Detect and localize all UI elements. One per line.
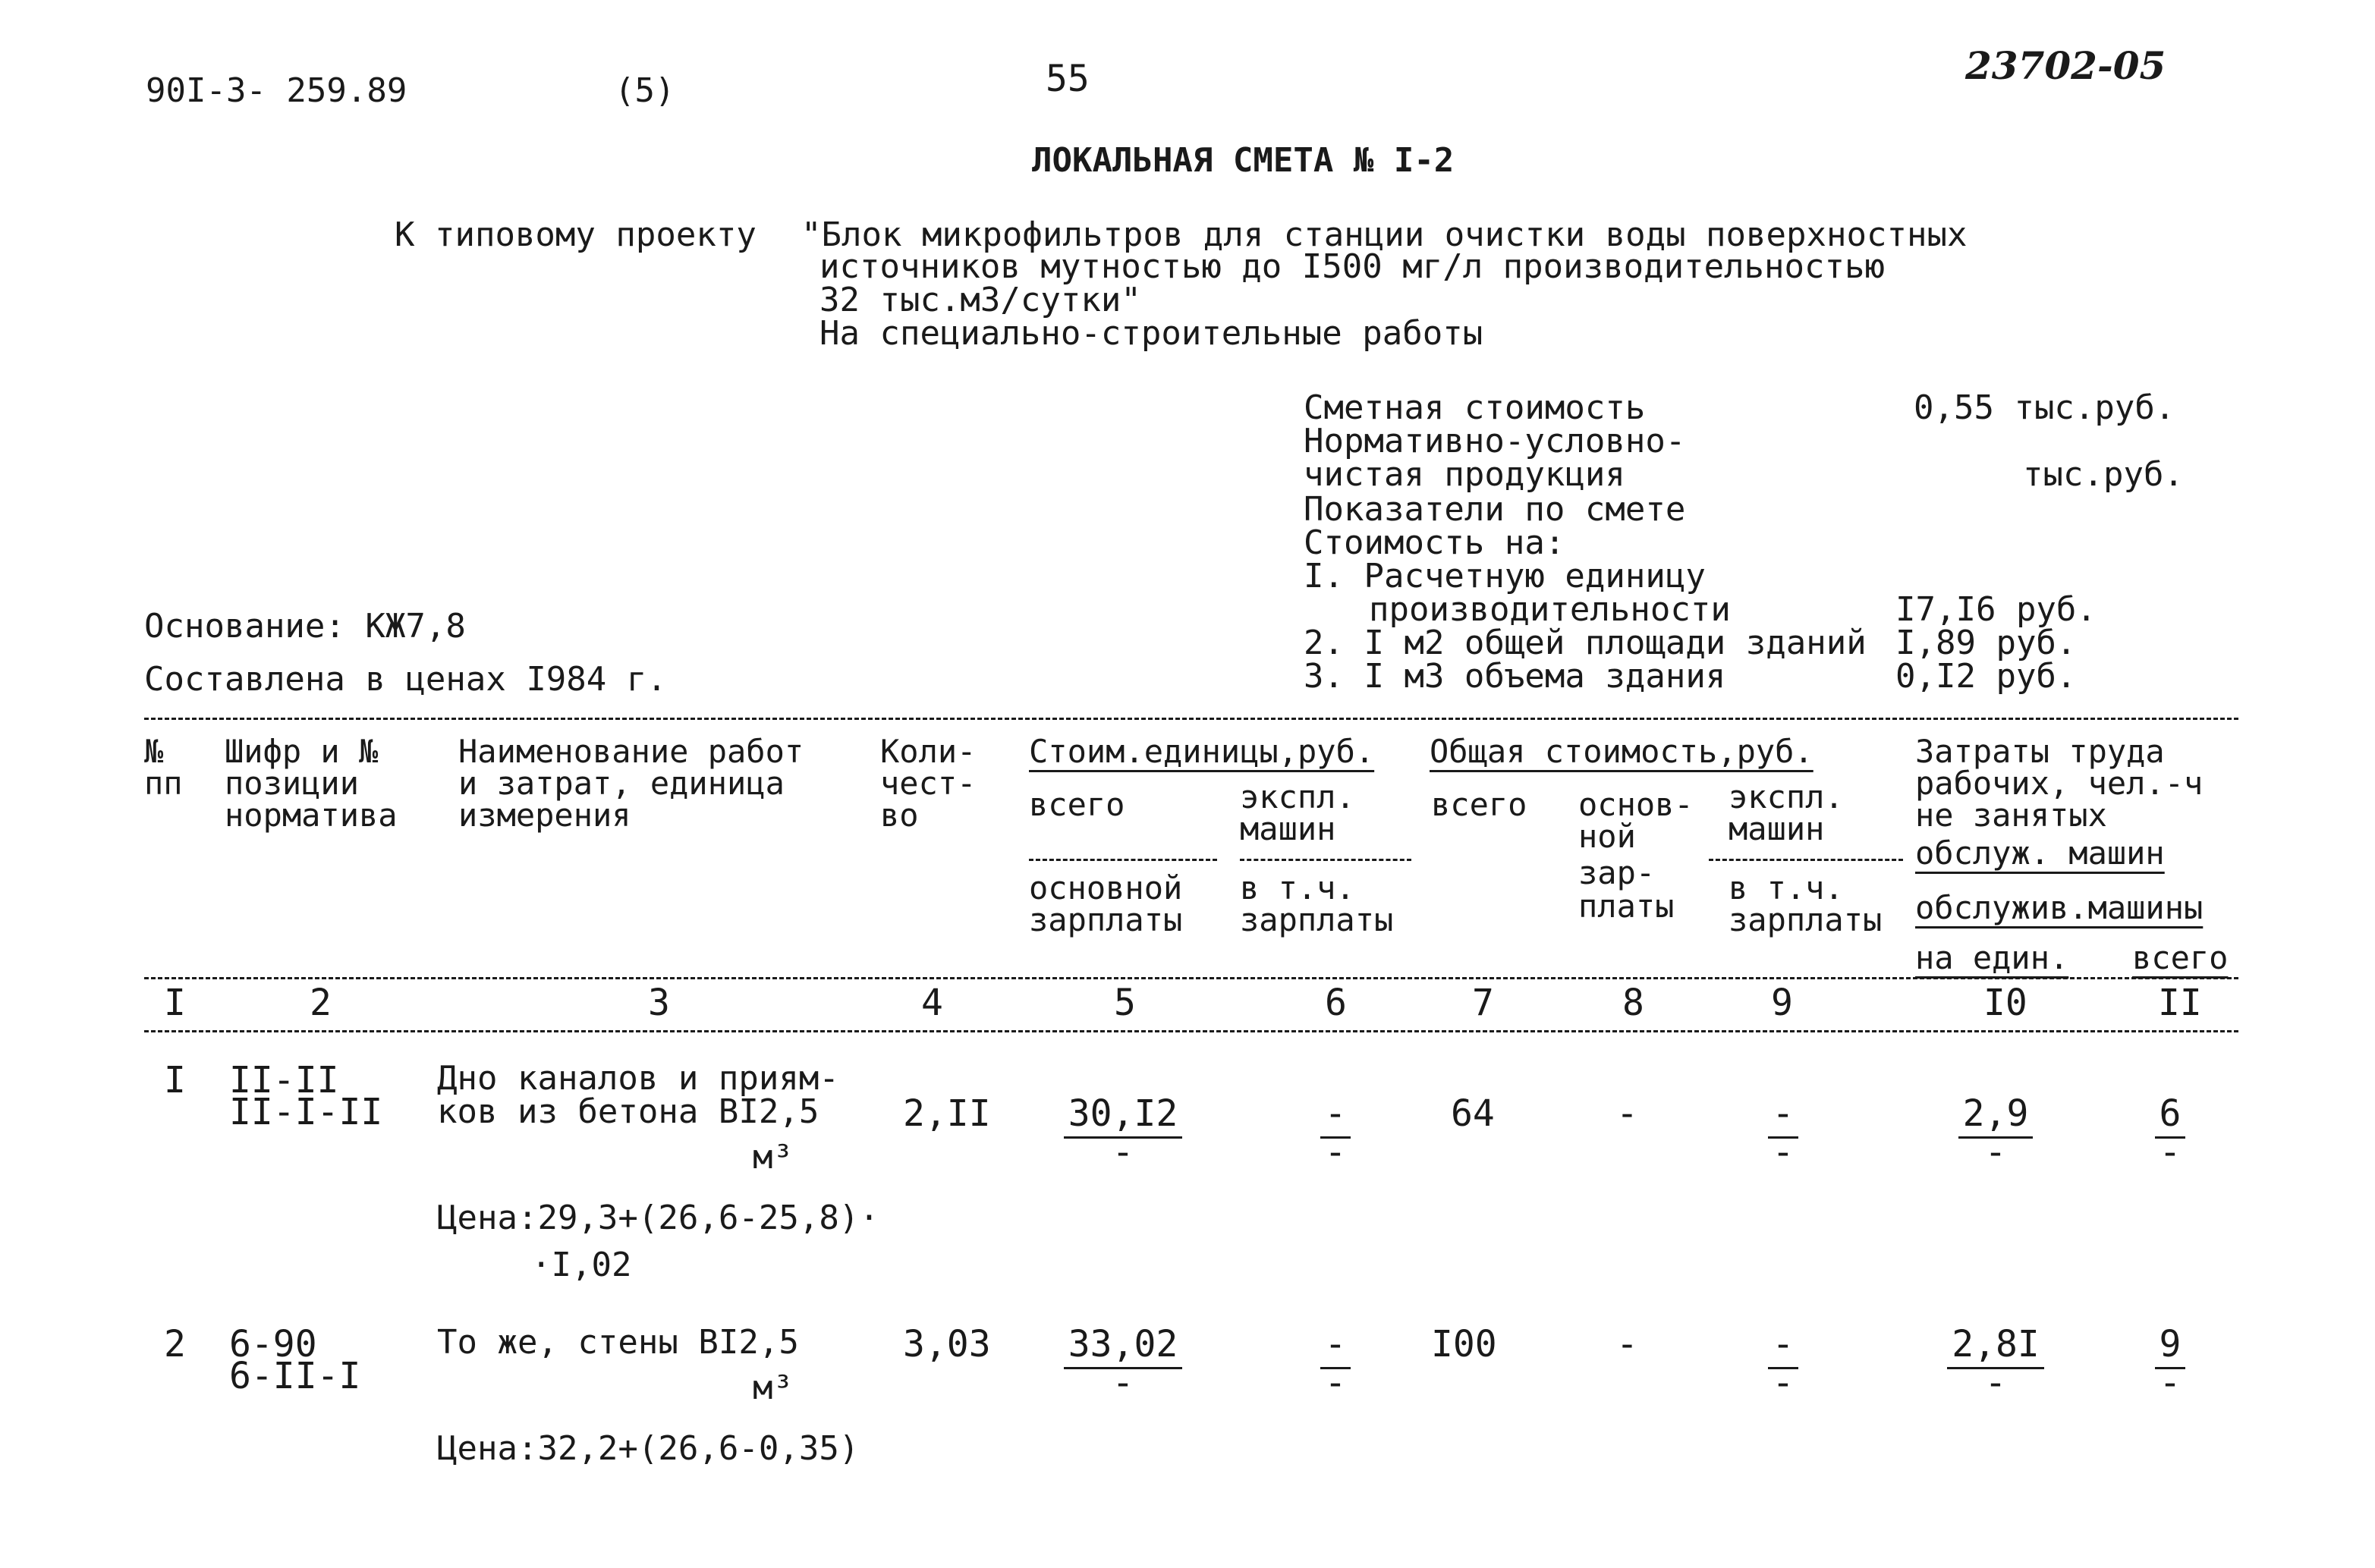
estimated-cost-value: 0,55 тыс.руб. [1914,388,2175,427]
column-number: 7 [1472,982,1494,1024]
header-col6-bottom-1: в т.ч. [1240,869,1355,907]
header-col9-top-1: экспл. [1729,778,1844,815]
row-labor-total [2125,1323,2216,1404]
row-labor-unit-value: 2,8I [1947,1326,2044,1369]
header-col8-line4: платы [1578,888,1675,925]
row-code-1: 6-90 [229,1323,317,1365]
row-unit: м³ [753,1138,793,1177]
estimated-cost-label: Сметная стоимость [1304,388,1646,427]
row-labor-unit-machines: - [1984,1131,2007,1174]
header-col9-bottom-2: зарплаты [1729,901,1883,938]
row-labor-total-machines: - [2159,1362,2182,1404]
row-unit-cost-wage: - [1112,1131,1134,1174]
header-col11: всего [2132,939,2229,976]
row-labor-total [2125,1092,2216,1174]
indicator-3-label: 3. I м3 объема здания [1304,657,1726,696]
normative-value: тыс.руб. [2023,455,2184,494]
header-labor-line3: не занятых [1915,797,2107,834]
column-number: 3 [648,982,670,1024]
header-col4-line1: Коли- [880,733,977,770]
registration-stamp: 23702-05 [1965,43,2166,88]
header-col6-top-1: экспл. [1240,778,1355,815]
indicator-1-line-1: I. Расчетную единицу [1304,557,1706,595]
project-line-3: 32 тыс.м3/сутки" [819,281,1141,319]
header-col6-divider [1240,859,1411,861]
row-total-machines-total: - [1768,1095,1799,1139]
row-unit-machines [1290,1092,1381,1174]
project-line-4: На специально-строительные работы [819,314,1483,353]
header-col8-line1: основ- [1578,786,1694,823]
header-col3-line2: и затрат, единица [458,765,785,802]
row-labor-unit-machines: - [1984,1362,2007,1404]
header-col10: на един. [1915,939,2069,976]
row-name-2: ков из бетона BI2,5 [437,1092,819,1131]
row-total-wage: - [1616,1323,1638,1365]
prices-line: Составлена в ценах I984 г. [144,660,667,699]
row-total-machines [1738,1092,1829,1174]
indicator-1-value: I7,I6 руб. [1895,590,2097,629]
header-labor-line2: рабочих, чел.-ч [1915,765,2204,802]
column-number: 2 [310,982,332,1024]
column-number: I [164,982,186,1024]
header-labor-line4: обслуж. машин [1915,834,2165,872]
document-code: 90I-3- 259.89 [146,71,407,110]
column-number: II [2158,982,2202,1024]
row-number: 2 [164,1323,186,1365]
header-col2-line1: Шифр и № [225,733,379,770]
header-labor-line5: обслужив.машины [1915,889,2204,926]
row-unit: м³ [753,1368,793,1407]
row-total-wage: - [1616,1092,1638,1135]
row-quantity: 3,03 [903,1323,991,1365]
indicator-3-value: 0,I2 руб. [1895,657,2077,696]
project-line-2: источников мутностью до I500 мг/л производительностью [819,247,1885,286]
row-unit-machines-total: - [1320,1095,1351,1139]
row-price-2: ·I,02 [531,1246,632,1284]
column-number: 9 [1771,982,1793,1024]
row-quantity: 2,II [903,1092,991,1135]
row-unit-machines-wage: - [1324,1362,1347,1404]
row-total-machines-wage: - [1772,1131,1795,1174]
row-unit-cost [1047,1092,1199,1174]
project-prefix: К типовому проекту [395,215,757,254]
header-col5-bottom-2: зарплаты [1029,901,1183,938]
header-col1-line2: пп [144,765,183,802]
header-col5-top: всего [1029,786,1125,823]
row-unit-machines-wage: - [1324,1131,1347,1174]
row-total-cost: I00 [1431,1323,1497,1365]
page-number: 55 [1046,58,1090,100]
indicators-label: Показатели по смете [1304,490,1686,529]
header-col3-line1: Наименование работ [458,733,804,770]
row-unit-cost-total: 33,02 [1064,1326,1183,1369]
column-number: 6 [1325,982,1347,1024]
row-labor-total-value: 6 [2155,1095,2186,1139]
row-labor-unit [1942,1323,2049,1404]
header-col7: всего [1431,786,1527,823]
header-bottom-rule [144,977,2238,979]
header-col4-line2: чест- [880,765,977,802]
column-numbers-bottom-rule [144,1030,2238,1032]
row-name-1: То же, стены BI2,5 [437,1323,799,1362]
indicator-2-value: I,89 руб. [1895,624,2077,662]
row-total-cost: 64 [1451,1092,1495,1135]
header-total-cost-group: Общая стоимость,руб. [1430,733,1813,770]
indicator-2-label: 2. I м2 общей площади зданий [1304,624,1867,662]
header-labor-line1: Затраты труда [1915,733,2165,770]
header-col9-bottom-1: в т.ч. [1729,869,1844,907]
normative-label-1: Нормативно-условно- [1304,422,1686,460]
header-col1-line1: № [144,733,164,770]
header-col9-divider [1709,859,1903,861]
row-unit-machines-total: - [1320,1326,1351,1369]
column-number: 4 [921,982,943,1024]
row-total-machines [1738,1323,1829,1404]
row-price-1: Цена:32,2+(26,6-0,35) [437,1429,860,1468]
row-code-2: 6-II-I [229,1355,361,1397]
sheet-number: (5) [615,71,675,110]
project-line-1: "Блок микрофильтров для станции очистки воды поверхностных [801,215,1968,254]
row-labor-total-machines: - [2159,1131,2182,1174]
row-unit-cost [1047,1323,1199,1404]
header-col8-line2: ной [1578,818,1636,855]
column-number: I0 [1983,982,2027,1024]
row-name-1: Дно каналов и приям- [437,1059,839,1098]
header-col5-bottom-1: основной [1029,869,1183,907]
row-total-machines-wage: - [1772,1362,1795,1404]
column-number: 5 [1114,982,1136,1024]
header-col9-top-2: машин [1729,810,1825,847]
column-number: 8 [1622,982,1644,1024]
header-col3-line3: измерения [458,797,631,834]
header-col6-bottom-2: зарплаты [1240,901,1394,938]
row-total-machines-total: - [1768,1326,1799,1369]
normative-label-2: чистая продукция [1304,455,1625,494]
row-number: I [164,1059,186,1101]
row-code-1: II-II [229,1059,339,1101]
table-top-rule [144,718,2238,720]
row-price-1: Цена:29,3+(26,6-25,8)· [437,1199,879,1237]
basis-line: Основание: КЖ7,8 [144,607,466,646]
row-labor-unit [1942,1092,2049,1174]
header-unit-cost-group: Стоим.единицы,руб. [1029,733,1375,770]
header-col5-divider [1029,859,1217,861]
document-title: ЛОКАЛЬНАЯ СМЕТА № I-2 [1032,141,1455,180]
cost-per-label: Стоимость на: [1304,523,1565,562]
indicator-1-line-2: производительности [1369,590,1731,629]
row-unit-cost-total: 30,I2 [1064,1095,1183,1139]
header-col2-line2: позиции [225,765,360,802]
row-unit-cost-wage: - [1112,1362,1134,1404]
row-labor-unit-value: 2,9 [1958,1095,2034,1139]
row-labor-total-value: 9 [2155,1326,2186,1369]
header-col2-line3: норматива [225,797,398,834]
header-col6-top-2: машин [1240,810,1336,847]
header-col8-line3: зар- [1578,854,1656,891]
row-code-2: II-I-II [229,1091,383,1133]
header-col4-line3: во [880,797,919,834]
row-unit-machines [1290,1323,1381,1404]
